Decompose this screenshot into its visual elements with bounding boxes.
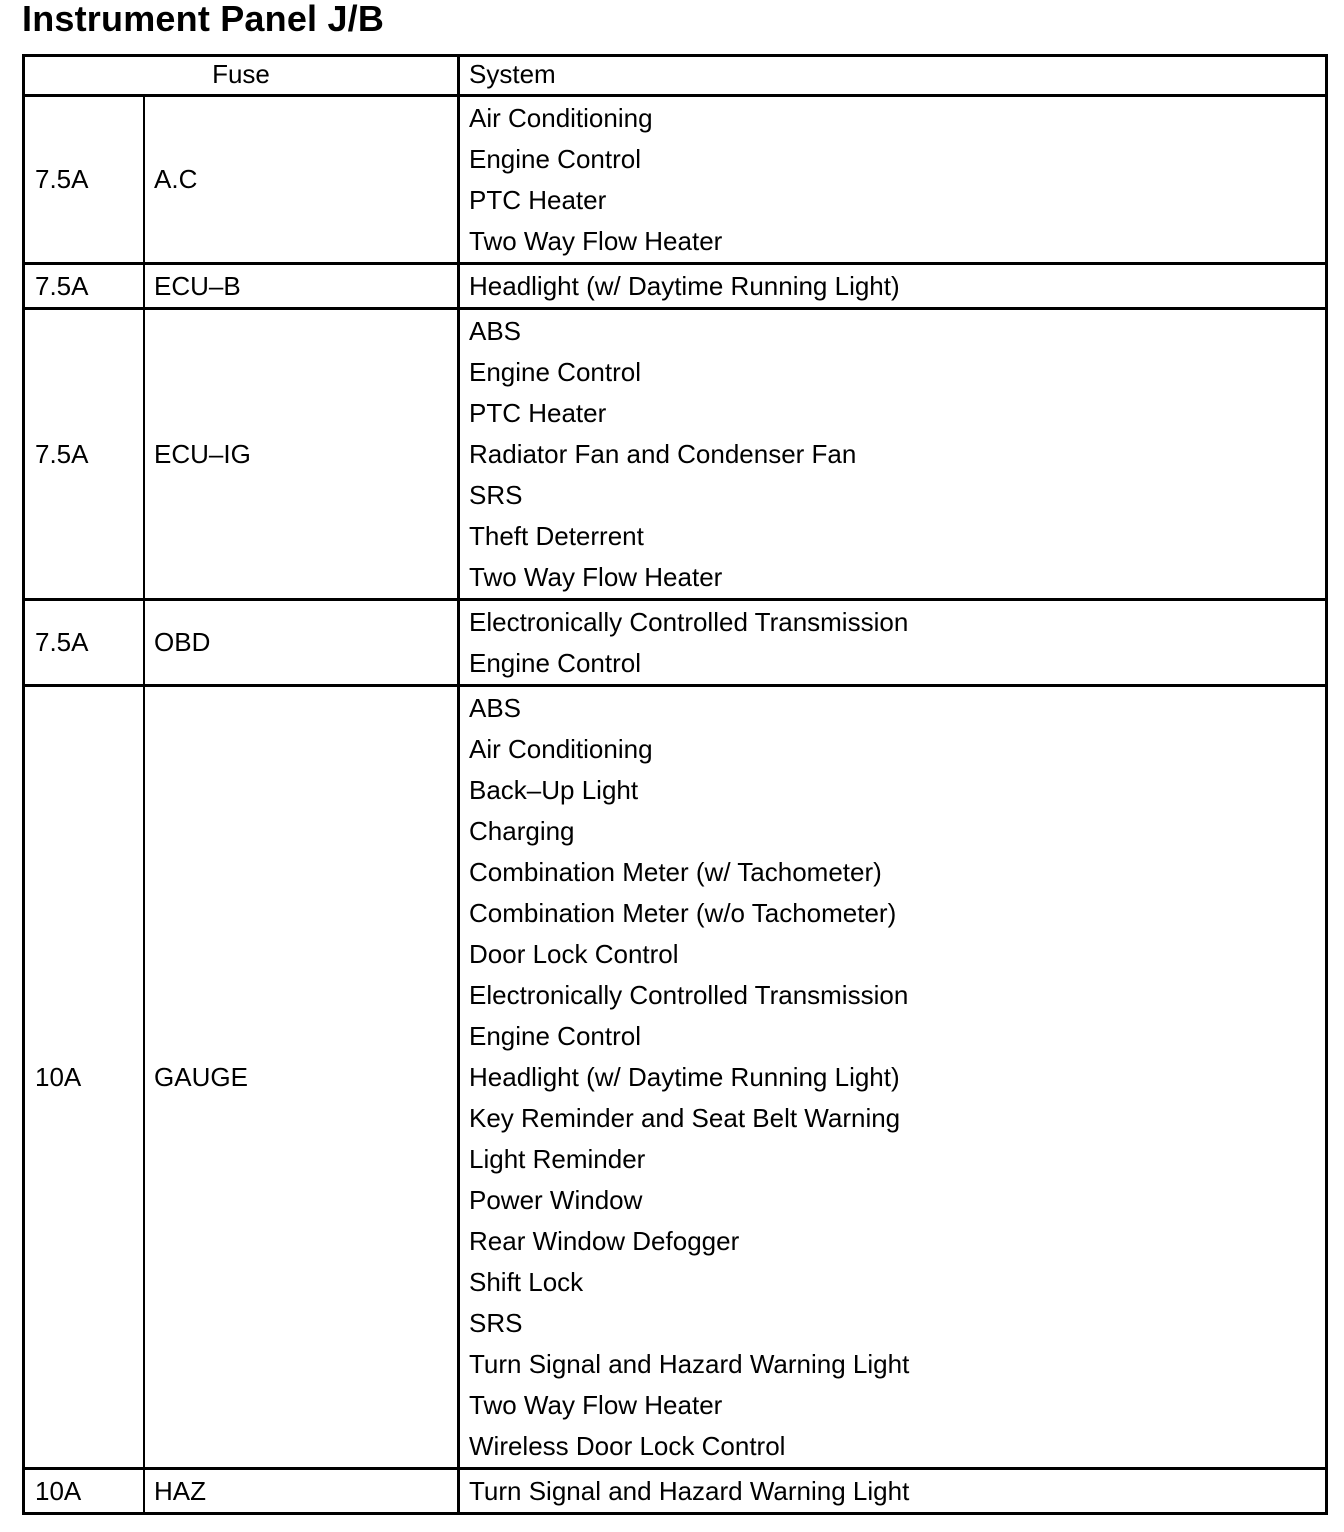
system-item: PTC Heater — [469, 398, 607, 428]
table-body — [25, 97, 1325, 1512]
system-item: Power Window — [469, 1185, 643, 1215]
system-item: SRS — [469, 1308, 523, 1338]
system-item: Shift Lock — [469, 1267, 584, 1297]
system-item: Engine Control — [469, 1021, 641, 1051]
system-list — [460, 310, 1325, 598]
system-list — [460, 687, 1325, 1467]
system-item: SRS — [469, 480, 523, 510]
page-title: Instrument Panel J/B — [22, 0, 385, 39]
system-list — [460, 97, 1325, 262]
fuse-amperage: 10A — [25, 1470, 145, 1512]
system-list — [460, 1470, 1325, 1512]
system-list — [460, 601, 1325, 684]
table-row — [25, 687, 1325, 1470]
fuse-amperage: 10A — [25, 687, 145, 1467]
table-row — [25, 97, 1325, 265]
system-item: Theft Deterrent — [469, 521, 644, 551]
table-row — [25, 310, 1325, 601]
fuse-name: OBD — [145, 601, 460, 684]
system-item: Back–Up Light — [469, 775, 639, 805]
fuse-amperage: 7.5A — [25, 601, 145, 684]
fuse-name: GAUGE — [145, 687, 460, 1467]
system-item: Turn Signal and Hazard Warning Light — [469, 1476, 910, 1506]
fuse-name: ECU–IG — [145, 310, 460, 598]
system-item: Two Way Flow Heater — [469, 1390, 723, 1420]
system-item: Combination Meter (w/ Tachometer) — [469, 857, 882, 887]
fuse-table — [22, 54, 1328, 1515]
system-item: Engine Control — [469, 648, 641, 678]
system-item: Two Way Flow Heater — [469, 562, 723, 592]
header-system: System — [469, 59, 556, 89]
system-item: Radiator Fan and Condenser Fan — [469, 439, 857, 469]
system-item: Electronically Controlled Transmission — [469, 607, 909, 637]
system-item: Turn Signal and Hazard Warning Light — [469, 1349, 910, 1379]
table-row — [25, 1470, 1325, 1512]
system-item: Air Conditioning — [469, 103, 653, 133]
system-item: Headlight (w/ Daytime Running Light) — [469, 271, 900, 301]
fuse-name: A.C — [145, 97, 460, 262]
system-item: Engine Control — [469, 144, 641, 174]
fuse-amperage: 7.5A — [25, 97, 145, 262]
system-item: Engine Control — [469, 357, 641, 387]
system-item: Headlight (w/ Daytime Running Light) — [469, 1062, 900, 1092]
system-item: Key Reminder and Seat Belt Warning — [469, 1103, 901, 1133]
system-item: ABS — [469, 693, 522, 723]
system-item: ABS — [469, 316, 522, 346]
system-list — [460, 265, 1325, 307]
fuse-name: ECU–B — [145, 265, 460, 307]
system-item: Combination Meter (w/o Tachometer) — [469, 898, 897, 928]
system-item: Two Way Flow Heater — [469, 226, 723, 256]
system-item: Charging — [469, 816, 575, 846]
fuse-amperage: 7.5A — [25, 265, 145, 307]
system-item: Electronically Controlled Transmission — [469, 980, 909, 1010]
system-item: PTC Heater — [469, 185, 607, 215]
system-item: Wireless Door Lock Control — [469, 1431, 786, 1461]
system-item: Air Conditioning — [469, 734, 653, 764]
system-item: Rear Window Defogger — [469, 1226, 740, 1256]
system-item: Door Lock Control — [469, 939, 679, 969]
system-item: Light Reminder — [469, 1144, 646, 1174]
fuse-amperage: 7.5A — [25, 310, 145, 598]
header-fuse: Fuse — [25, 57, 460, 94]
table-row — [25, 265, 1325, 310]
fuse-name: HAZ — [145, 1470, 460, 1512]
table-row — [25, 601, 1325, 687]
table-header-row — [25, 57, 1325, 97]
